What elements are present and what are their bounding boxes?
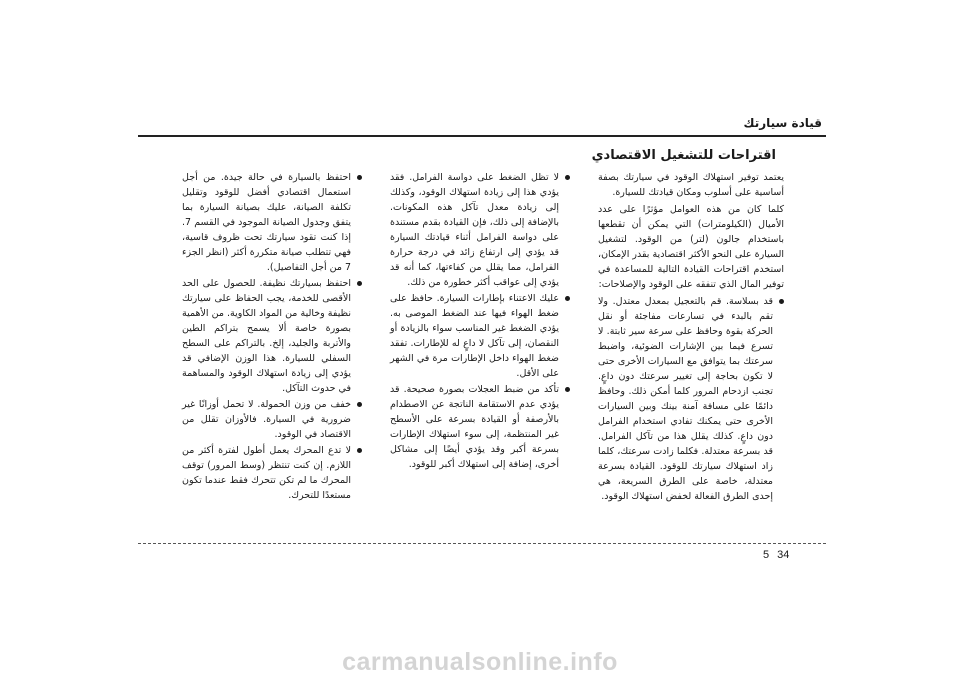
section-title: اقتراحات للتشغيل الاقتصادي: [591, 148, 776, 163]
tip-text: احتفظ بسيارتك نظيفة. للحصول على الحد الأقصى للخدمة، يجب الحفاظ على سيارتك نظيفة وخالية من المواد الكاوية. من الأهمية بصورة خاصة ألا يسمح بتراكم الطين والأتربة والجليد، إلخ. بالتراكم على السطح السفلي للسيارة. هذا الوزن الإضافي قد يؤدي إلى زيادة استهلاك الوقود والمساهمة في حدوث التآكل.: [182, 278, 351, 394]
tip-text: عليك الاعتناء بإطارات السيارة. حافظ على ضغط الهواء فيها عند الضغط الموصى به. يؤدي الضغط غير المناسب سواء بالزيادة أو النقصان، إلى تآكل لا داعٍ له للإطارات. تفقد ضغط الهواء داخل الإطارات مرة في الشهر على الأقل.: [390, 293, 559, 379]
bullet-icon: [357, 281, 362, 286]
page-number: [763, 549, 797, 561]
text-column-3: [182, 170, 362, 504]
bullet-icon: [565, 387, 570, 392]
bullet-icon: [357, 402, 362, 407]
bullet-icon: [779, 299, 784, 304]
tip-item: [182, 276, 362, 396]
footer-divider: [138, 543, 826, 544]
intro-paragraph: يعتمد توفير استهلاك الوقود في سيارتك بصفة أساسية على أسلوب ومكان قيادتك للسيارة.: [598, 172, 784, 198]
tip-text: خفف من وزن الحمولة. لا تحمل أوزانًا غير ضرورية في السيارة. فالأوزان تقلل من الاقتصاد في الوقود.: [182, 399, 351, 440]
tip-text: تأكد من ضبط العجلات بصورة صحيحة. قد يؤدي عدم الاستقامة الناتجة عن الاصطدام بالأرصفة أو القيادة بسرعة على الأسطح غير المنتظمة، إلى سوء استهلاك الإطارات بسرعة أكبر وقد يؤدي أيضًا إلى مشاكل أخرى، إضافة إلى استهلاك أكبر للوقود.: [390, 384, 559, 470]
tip-text: احتفظ بالسيارة في حالة جيدة. من أجل استعمال اقتصادي أفضل للوقود وتقليل تكلفة الصيانة، عليك بصيانة السيارة بما يتفق وجدول الصيانة الموجود في القسم 7. إذا كنت تقود سيارتك تحت ظروف قاسية، فهي تتطلب صيانة متكررة أكثر (انظر الجزء 7 من أجل التفاصيل).: [182, 172, 351, 273]
intro-paragraph-2: كلما كان من هذه العوامل مؤثرًا على عدد الأميال (الكيلومترات) التي يمكن أن تقطعها باستخدام جالون (لتر) من الوقود. لتشغيل السيارة على النحو الأكثر اقتصادية بقدر الإمكان، استخدم اقتراحات القيادة التالية للمساعدة في توفير المال الذي تنفقه على الوقود والإصلاحات:: [598, 204, 784, 290]
tip-item: [182, 170, 362, 275]
text-column-1: [598, 170, 784, 505]
watermark: carmanualsonline.info: [342, 648, 618, 676]
header-divider: [138, 135, 826, 137]
tip-item: [390, 291, 570, 381]
chapter-header: قيادة سيارتك: [743, 116, 822, 130]
text-column-2: [390, 170, 570, 473]
tip-text: لا تظل الضغط على دواسة الفرامل. فقد يؤدي هذا إلى زيادة استهلاك الوقود، وكذلك إلى زيادة معدل تآكل هذه المكونات. بالإضافة إلى ذلك، فإن القيادة بقدم مستندة على دواسة الفرامل أثناء قيادتك السيارة قد يؤدي إلى ارتفاع زائد في درجة حرارة الفرامل، مما يقلل من كفاءتها، كما أنه قد يؤدي إلى عواقب أكثر خطورة من ذلك.: [390, 172, 559, 288]
page-num: 34: [777, 549, 790, 561]
tip-text: لا تدع المحرك يعمل أطول لفترة أكثر من اللازم. إن كنت تنتظر (وسط المرور) توقف المحرك ما لم تكن تتحرك فقط عندما تكون مستعدًا للتحرك.: [182, 445, 351, 501]
page-section: 5: [763, 549, 770, 561]
tips-list: [182, 170, 362, 503]
tip-item: [390, 382, 570, 472]
bullet-icon: [565, 296, 570, 301]
tip-item: [182, 397, 362, 442]
tip-text: قد بسلاسة. قم بالتعجيل بمعدل معتدل. ولا تقم بالبدء في تسارعات مفاجئة أو نقل الحركة بقوة وحافظ على سرعة سير ثابتة. لا تسرع فيما بين الإشارات الضوئية، واضبط سرعتك بما يتوافق مع السيارات الأخرى حتى لا تكون بحاجة إلى تغيير سرعتك دون داعٍ. تجنب ازدحام المرور كلما أمكن ذلك. وحافظ دائمًا على مسافة آمنة بينك وبين السيارات الأخرى حتى يمكنك تفادي استخدام الفرامل دون داعٍ. كذلك يقلل هذا من تآكل الفرامل. قد بسرعة معتدلة. فكلما زادت سرعتك، كلما زاد استهلاك سيارتك للوقود. القيادة بسرعة معتدلة، خاصة على الطرق السريعة، هي إحدى الطرق الفعالة لخفض استهلاك الوقود.: [598, 296, 773, 502]
bullet-icon: [357, 175, 362, 180]
tips-list: [598, 294, 784, 504]
tip-item: [390, 170, 570, 290]
tip-item: [598, 294, 784, 504]
tips-list: [390, 170, 570, 472]
bullet-icon: [565, 175, 570, 180]
tip-item: [182, 443, 362, 503]
bullet-icon: [357, 448, 362, 453]
